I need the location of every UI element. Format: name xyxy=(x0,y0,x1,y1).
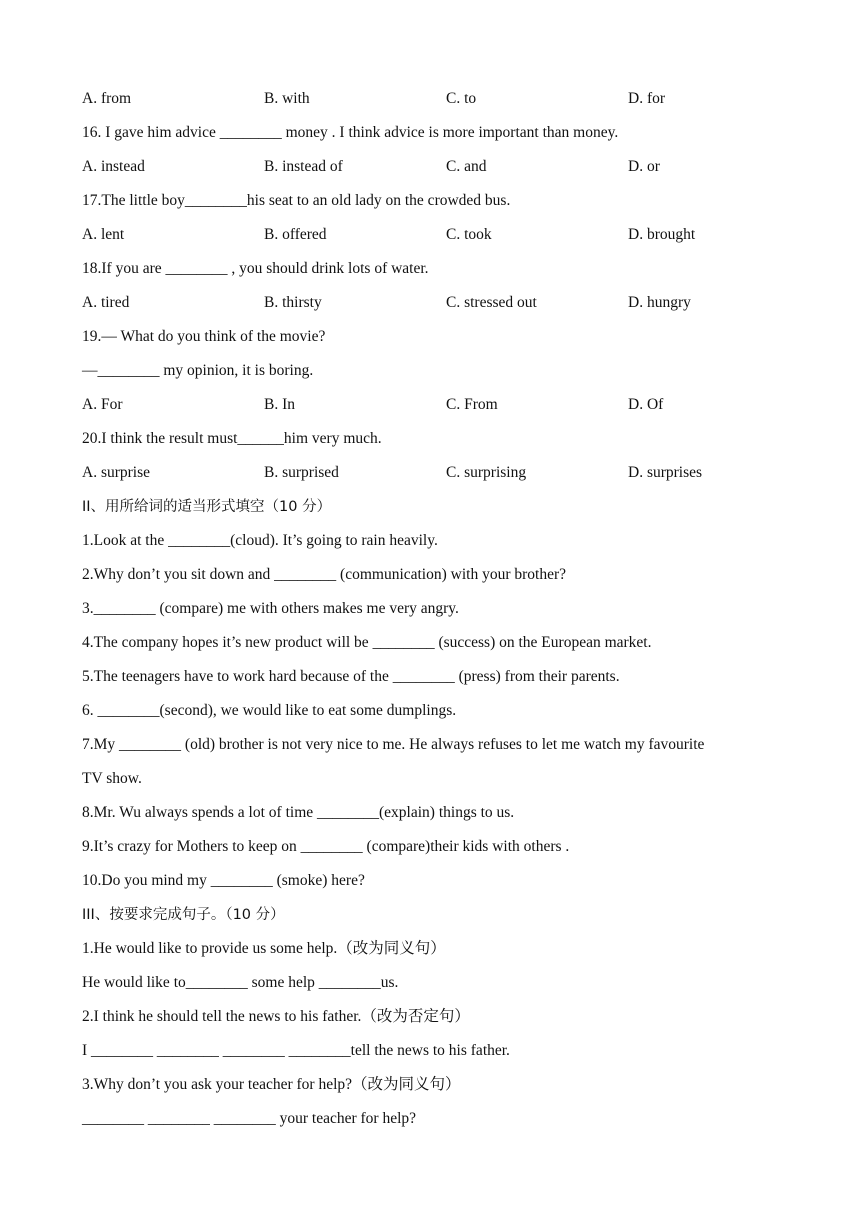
fill-item: 10.Do you mind my ________ (smoke) here? xyxy=(82,872,365,889)
fill-item: 5.The teenagers have to work hard because of the ________ (press) from their parents. xyxy=(82,668,620,685)
options-row xyxy=(82,286,802,320)
question-17: 17.The little boy________his seat to an old lady on the crowded bus. xyxy=(82,192,511,209)
option-d: D. brought xyxy=(628,226,696,243)
option-b: B. instead of xyxy=(264,158,343,175)
options-row xyxy=(82,456,802,490)
rewrite-item: 3.Why don’t you ask your teacher for help?（改为同义句） xyxy=(82,1076,461,1093)
rewrite-answer: ________ ________ ________ your teacher for help? xyxy=(82,1110,417,1127)
option-d: D. Of xyxy=(628,396,664,413)
rewrite-answer: He would like to________ some help ________us. xyxy=(82,974,399,991)
option-b: B. In xyxy=(264,396,295,413)
section-heading: II、用所给词的适当形式填空（10 分） xyxy=(82,499,332,515)
question-19: 19.— What do you think of the movie? xyxy=(82,328,326,345)
rewrite-answer: I ________ ________ ________ ________tell the news to his father. xyxy=(82,1042,510,1059)
option-c: C. stressed out xyxy=(446,294,537,311)
option-c: C. surprising xyxy=(446,464,527,481)
fill-item: 8.Mr. Wu always spends a lot of time ________(explain) things to us. xyxy=(82,804,515,821)
option-d: D. surprises xyxy=(628,464,703,481)
question-20: 20.I think the result must______him very much. xyxy=(82,430,382,447)
option-c: C. to xyxy=(446,90,477,107)
rewrite-item: 2.I think he should tell the news to his father.（改为否定句） xyxy=(82,1008,470,1025)
option-a: A. from xyxy=(82,90,132,107)
option-a: A. tired xyxy=(82,294,130,311)
option-b: B. thirsty xyxy=(264,294,322,311)
option-c: C. From xyxy=(446,396,498,413)
question-19-reply: —________ my opinion, it is boring. xyxy=(82,362,314,379)
option-d: D. or xyxy=(628,158,660,175)
option-b: B. offered xyxy=(264,226,327,243)
fill-item: 3.________ (compare) me with others makes me very angry. xyxy=(82,600,459,617)
options-row xyxy=(82,218,802,252)
option-a: A. instead xyxy=(82,158,145,175)
option-a: A. For xyxy=(82,396,123,413)
fill-item: 9.It’s crazy for Mothers to keep on ________ (compare)their kids with others . xyxy=(82,838,570,855)
option-b: B. with xyxy=(264,90,310,107)
option-a: A. surprise xyxy=(82,464,151,481)
fill-item: 1.Look at the ________(cloud). It’s going to rain heavily. xyxy=(82,532,438,549)
question-16: 16. I gave him advice ________ money . I think advice is more important than money. xyxy=(82,124,619,141)
section-heading: III、按要求完成句子。（10 分） xyxy=(82,907,285,923)
fill-item: 4.The company hopes it’s new product will be ________ (success) on the European market. xyxy=(82,634,652,651)
option-c: C. took xyxy=(446,226,492,243)
options-row xyxy=(82,150,802,184)
option-c: C. and xyxy=(446,158,487,175)
option-a: A. lent xyxy=(82,226,125,243)
fill-item: 2.Why don’t you sit down and ________ (communication) with your brother? xyxy=(82,566,567,583)
option-d: D. hungry xyxy=(628,294,691,311)
fill-item: 7.My ________ (old) brother is not very nice to me. He always refuses to let me watch my favourite xyxy=(82,736,705,753)
option-d: D. for xyxy=(628,90,666,107)
fill-item-continuation: TV show. xyxy=(82,770,142,787)
options-row xyxy=(82,388,802,422)
rewrite-item: 1.He would like to provide us some help.（改为同义句） xyxy=(82,940,446,957)
fill-item: 6. ________(second), we would like to eat some dumplings. xyxy=(82,702,457,719)
options-row xyxy=(82,82,802,116)
option-b: B. surprised xyxy=(264,464,339,481)
question-18: 18.If you are ________ , you should drink lots of water. xyxy=(82,260,429,277)
